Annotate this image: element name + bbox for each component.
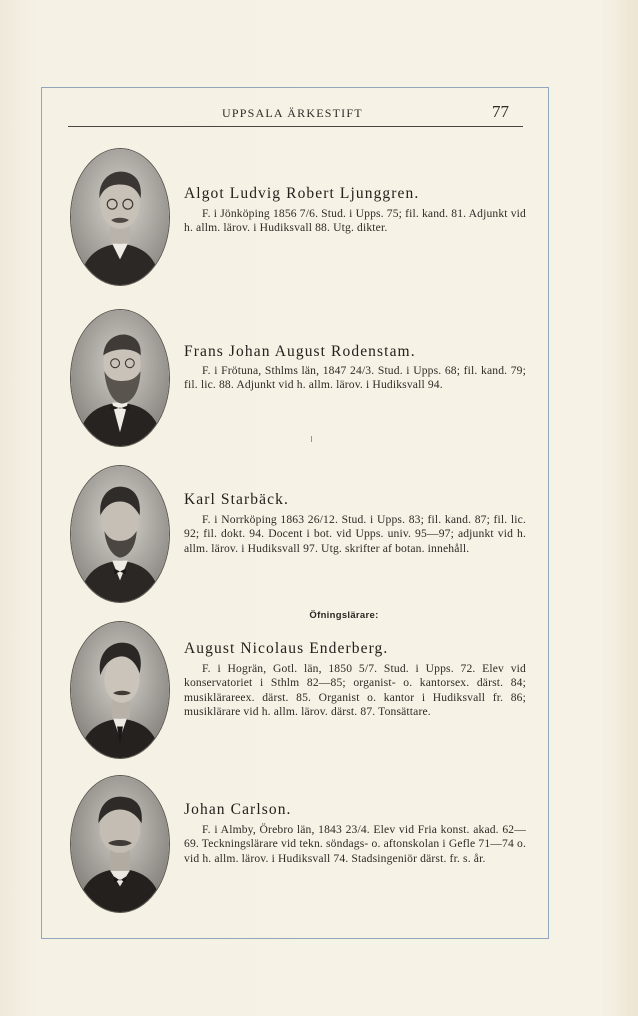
entry-name: Algot Ludvig Robert Ljunggren.	[184, 185, 420, 202]
portrait-rodenstam	[70, 309, 170, 447]
entry-bio: F. i Frötuna, Sthlms län, 1847 24/3. Stud. i Upps. 68; fil. kand. 79; fil. lic. 88. Adjunkt vid h. allm. lärov. i Hudiksvall 94.	[184, 364, 526, 392]
entry-bio: F. i Hogrän, Gotl. län, 1850 5/7. Stud. i Upps. 72. Elev vid konservatoriet i Sthlm 82—85; organist- o. kantorsex. därst. 84; musiklärareex. därst. 85. Organist o. kantor i Hudiksvall fr. 86; musiklärare vid h. allm. lärov. därst. 87. Tonsättare.	[184, 662, 526, 719]
entry-bio: F. i Jönköping 1856 7/6. Stud. i Upps. 75; fil. kand. 81. Adjunkt vid h. allm. lärov. i Hudiksvall 88. Utg. dikter.	[184, 207, 526, 235]
print-mark	[311, 436, 312, 442]
entry-bio: F. i Norrköping 1863 26/12. Stud. i Upps. 83; fil. kand. 87; fil. lic. 92; fil. dokt. 94. Docent i bot. vid Upps. univ. 95—97; adjunkt vid h. allm. lärov. i Hudiksvall 97. Utg. skrifter af botan. innehåll.	[184, 513, 526, 555]
entry-name: August Nicolaus Enderberg.	[184, 640, 389, 657]
entry-bio: F. i Almby, Örebro län, 1843 23/4. Elev vid Fria konst. akad. 62—69. Teckningslärare vid tekn. söndags- o. aftonskolan i Gefle 71—74 o. vid h. allm. lärov. i Hudiksvall 74. Stadsingeniör därst. fr. s. år.	[184, 823, 526, 865]
section-heading: Öfningslärare:	[309, 610, 379, 621]
entry-name: Frans Johan August Rodenstam.	[184, 343, 416, 360]
running-header	[68, 104, 523, 127]
portrait-ljunggren	[70, 148, 170, 286]
portrait-starback	[70, 465, 170, 603]
running-title: UPPSALA ÄRKESTIFT	[222, 106, 363, 120]
portrait-carlson	[70, 775, 170, 913]
entry-name: Johan Carlson.	[184, 801, 292, 818]
page-number: 77	[492, 102, 509, 121]
portrait-enderberg	[70, 621, 170, 759]
entry-name: Karl Starbäck.	[184, 491, 289, 508]
